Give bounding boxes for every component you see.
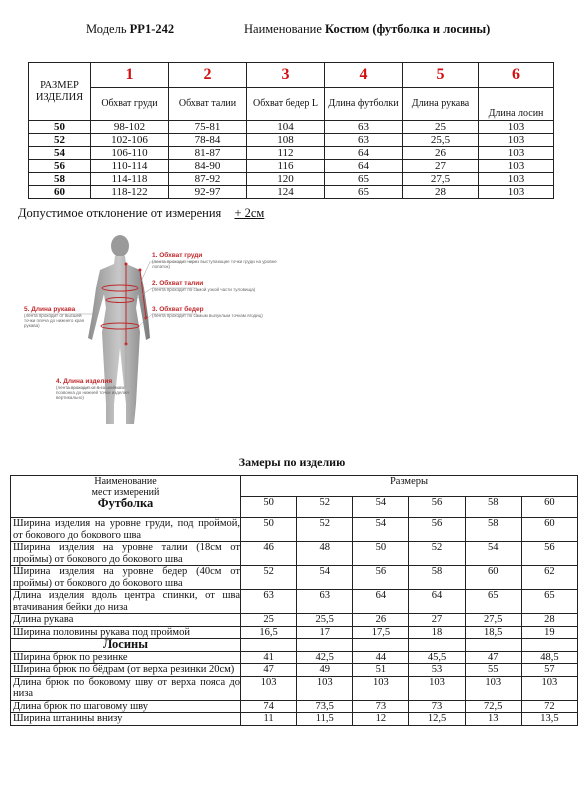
measurement-value: 54 xyxy=(465,542,521,566)
size-header-cell: 52 xyxy=(297,497,353,518)
measurement-value: 48 xyxy=(297,542,353,566)
measure-cell: 64 xyxy=(325,147,403,160)
measure-cell: 114-118 xyxy=(91,173,169,186)
size-label-line2: ИЗДЕЛИЯ xyxy=(35,91,84,103)
size-header-cell: 56 xyxy=(409,497,465,518)
measurement-value: 63 xyxy=(297,590,353,614)
measurement-label: Длина изделия вдоль центра спинки, от шва втачивания бейки до низа xyxy=(11,590,241,614)
size-row xyxy=(29,121,554,134)
column-number: 4 xyxy=(325,63,403,88)
measurement-name-header-line1: Наименование xyxy=(94,476,157,487)
column-label: Длина футболки xyxy=(325,88,403,121)
figure-label-hips xyxy=(152,306,282,318)
tolerance-value: + 2см xyxy=(234,206,265,220)
measurement-label: Ширина брюк по бёдрам (от верха резинки 20см) xyxy=(11,664,241,677)
measurement-value: 13,5 xyxy=(521,713,577,726)
column-label: Обхват груди xyxy=(91,88,169,121)
measure-cell: 103 xyxy=(479,121,554,134)
measure-cell: 87-92 xyxy=(169,173,247,186)
measure-cell: 81-87 xyxy=(169,147,247,160)
figure-label-title: 5. Длина рукава xyxy=(24,306,76,313)
empty-cell xyxy=(297,639,353,652)
size-chart-table xyxy=(28,62,554,199)
measure-cell: 26 xyxy=(403,147,479,160)
measurement-value: 17,5 xyxy=(353,626,409,639)
figure-label-note: (лента проходит по самым выпуклым точкам ягодиц) xyxy=(152,313,263,318)
measure-cell: 65 xyxy=(325,173,403,186)
size-cell: 54 xyxy=(29,147,91,160)
measurement-row xyxy=(11,664,578,677)
figure-label-title: 4. Длина изделия xyxy=(56,378,113,385)
measurement-value: 54 xyxy=(297,566,353,590)
measurement-value: 25,5 xyxy=(297,614,353,627)
measurement-value: 27,5 xyxy=(465,614,521,627)
measurement-label: Ширина изделия на уровне груди, под проймой, от бокового до бокового шва xyxy=(11,518,241,542)
measurement-value: 17 xyxy=(297,626,353,639)
measurement-value: 25 xyxy=(241,614,297,627)
measurement-value: 54 xyxy=(353,518,409,542)
size-header-cell: 58 xyxy=(465,497,521,518)
column-label: Обхват бедер L xyxy=(247,88,325,121)
figure-label-waist xyxy=(152,280,282,292)
sizes-header: Размеры xyxy=(241,476,578,497)
measurement-value: 55 xyxy=(465,664,521,677)
measure-cell: 124 xyxy=(247,186,325,199)
measure-cell: 75-81 xyxy=(169,121,247,134)
measurement-label: Ширина брюк по резинке xyxy=(11,651,241,664)
measurement-value: 58 xyxy=(465,518,521,542)
column-number: 2 xyxy=(169,63,247,88)
measurement-value: 16,5 xyxy=(241,626,297,639)
measurement-value: 12 xyxy=(353,713,409,726)
measurement-value: 73 xyxy=(353,700,409,713)
measurement-value: 103 xyxy=(353,676,409,700)
measurement-value: 103 xyxy=(241,676,297,700)
measurement-value: 72 xyxy=(521,700,577,713)
measure-cell: 108 xyxy=(247,134,325,147)
column-label: Длина рукава xyxy=(403,88,479,121)
measurement-value: 103 xyxy=(465,676,521,700)
measurement-value: 74 xyxy=(241,700,297,713)
measure-cell: 102-106 xyxy=(91,134,169,147)
measurement-row xyxy=(11,626,578,639)
measurement-value: 48,5 xyxy=(521,651,577,664)
measurement-value: 56 xyxy=(521,542,577,566)
measurement-value: 50 xyxy=(241,518,297,542)
column-label: Обхват талии xyxy=(169,88,247,121)
measure-cell: 106-110 xyxy=(91,147,169,160)
size-cell: 56 xyxy=(29,160,91,173)
measurement-value: 63 xyxy=(241,590,297,614)
figure-label-title: 1. Обхват груди xyxy=(152,252,203,259)
measurement-value: 19 xyxy=(521,626,577,639)
measure-cell: 103 xyxy=(479,173,554,186)
model-header xyxy=(86,22,174,37)
figure-label-note: (лента проходит через выступающие точки груди на уровне лопаток) xyxy=(152,259,277,269)
measurement-row xyxy=(11,518,578,542)
measurement-label: Длина брюк по боковому шву от верха пояса до низа xyxy=(11,676,241,700)
measurement-value: 60 xyxy=(465,566,521,590)
measurement-value: 56 xyxy=(409,518,465,542)
measure-cell: 78-84 xyxy=(169,134,247,147)
empty-cell xyxy=(521,639,577,652)
empty-cell xyxy=(409,639,465,652)
measure-cell: 27 xyxy=(403,160,479,173)
measurement-value: 45,5 xyxy=(409,651,465,664)
measurement-value: 27 xyxy=(409,614,465,627)
measurement-value: 41 xyxy=(241,651,297,664)
column-number: 3 xyxy=(247,63,325,88)
measure-cell: 104 xyxy=(247,121,325,134)
measurement-figure xyxy=(22,228,282,428)
measure-cell: 103 xyxy=(479,160,554,173)
measure-cell: 112 xyxy=(247,147,325,160)
tolerance-text: Допустимое отклонение от измерения xyxy=(18,206,222,220)
figure-label-title: 3. Обхват бедер xyxy=(152,306,204,313)
model-code: PP1-242 xyxy=(129,22,175,36)
measurement-row xyxy=(11,713,578,726)
measurement-name-header-line2: мест измерений xyxy=(91,487,160,498)
section-title-tshirt: Футболка xyxy=(97,496,154,510)
column-label: Длина лосин xyxy=(479,88,554,121)
empty-cell xyxy=(241,639,297,652)
measurement-value: 12,5 xyxy=(409,713,465,726)
name-prefix: Наименование xyxy=(244,22,322,36)
figure-label-note: (лента проходит от высшей точки плеча до нижнего края рукава) xyxy=(24,313,85,328)
measure-cell: 27,5 xyxy=(403,173,479,186)
measurement-value: 53 xyxy=(409,664,465,677)
measurement-value: 60 xyxy=(521,518,577,542)
measure-cell: 120 xyxy=(247,173,325,186)
size-header-cell: 50 xyxy=(241,497,297,518)
measurement-value: 18,5 xyxy=(465,626,521,639)
measurement-value: 72,5 xyxy=(465,700,521,713)
tolerance-note xyxy=(18,206,264,221)
measure-cell: 63 xyxy=(325,134,403,147)
measurement-row xyxy=(11,566,578,590)
measure-cell: 25,5 xyxy=(403,134,479,147)
measurement-value: 58 xyxy=(409,566,465,590)
measure-cell: 110-114 xyxy=(91,160,169,173)
product-name-header xyxy=(244,22,490,37)
size-cell: 60 xyxy=(29,186,91,199)
measure-cell: 64 xyxy=(325,160,403,173)
size-header-cell: 54 xyxy=(353,497,409,518)
measurement-value: 57 xyxy=(521,664,577,677)
measure-cell: 25 xyxy=(403,121,479,134)
measurement-value: 50 xyxy=(353,542,409,566)
measurement-value: 47 xyxy=(241,664,297,677)
size-row xyxy=(29,134,554,147)
measurement-value: 13 xyxy=(465,713,521,726)
empty-cell xyxy=(353,639,409,652)
product-name: Костюм (футболка и лосины) xyxy=(325,22,491,36)
measurement-value: 44 xyxy=(353,651,409,664)
figure-label-chest xyxy=(152,252,282,269)
size-row xyxy=(29,160,554,173)
measure-cell: 103 xyxy=(479,186,554,199)
product-measurements-title: Замеры по изделию xyxy=(238,455,346,469)
measurement-label: Ширина изделия на уровне бедер (40см от проймы) от бокового до бокового шва xyxy=(11,566,241,590)
measurement-row xyxy=(11,700,578,713)
measurement-value: 103 xyxy=(297,676,353,700)
measure-cell: 92-97 xyxy=(169,186,247,199)
measure-cell: 65 xyxy=(325,186,403,199)
measurement-row xyxy=(11,590,578,614)
figure-label-note: (лента проходит от 6-го шейного позвонка до нижней точки изделия вертикально) xyxy=(56,385,129,400)
size-cell: 58 xyxy=(29,173,91,186)
measurement-row xyxy=(11,614,578,627)
figure-label-sleeve xyxy=(24,306,94,328)
measurement-value: 73 xyxy=(409,700,465,713)
measure-cell: 84-90 xyxy=(169,160,247,173)
size-row xyxy=(29,173,554,186)
measure-cell: 116 xyxy=(247,160,325,173)
measurement-value: 11 xyxy=(241,713,297,726)
measurement-value: 65 xyxy=(521,590,577,614)
measurement-label: Ширина половины рукава под проймой xyxy=(11,626,241,639)
measure-cell: 103 xyxy=(479,147,554,160)
measurement-row xyxy=(11,542,578,566)
column-number: 6 xyxy=(479,63,554,88)
column-number: 1 xyxy=(91,63,169,88)
figure-label-note: (лента проходит по самой узкой части туловища) xyxy=(152,287,256,292)
model-prefix: Модель xyxy=(86,22,127,36)
measure-cell: 103 xyxy=(479,134,554,147)
measurement-value: 56 xyxy=(353,566,409,590)
measurement-label: Ширина штанины внизу xyxy=(11,713,241,726)
measurement-value: 64 xyxy=(353,590,409,614)
measurement-value: 42,5 xyxy=(297,651,353,664)
measurement-value: 18 xyxy=(409,626,465,639)
measurement-value: 47 xyxy=(465,651,521,664)
size-row xyxy=(29,186,554,199)
measure-cell: 28 xyxy=(403,186,479,199)
measurement-value: 65 xyxy=(465,590,521,614)
measurement-name-header xyxy=(11,476,241,518)
measurement-value: 26 xyxy=(353,614,409,627)
measurement-value: 28 xyxy=(521,614,577,627)
measure-cell: 98-102 xyxy=(91,121,169,134)
empty-cell xyxy=(465,639,521,652)
measurement-value: 64 xyxy=(409,590,465,614)
measurement-value: 46 xyxy=(241,542,297,566)
figure-label-length xyxy=(56,378,136,400)
size-column-header xyxy=(29,63,91,121)
measurement-value: 62 xyxy=(521,566,577,590)
measurement-value: 11,5 xyxy=(297,713,353,726)
measurement-value: 52 xyxy=(409,542,465,566)
measurement-value: 52 xyxy=(241,566,297,590)
measurement-row xyxy=(11,676,578,700)
measurement-label: Длина брюк по шаговому шву xyxy=(11,700,241,713)
size-header-cell: 60 xyxy=(521,497,577,518)
measurement-value: 52 xyxy=(297,518,353,542)
measurement-label: Ширина изделия на уровне талии (18см от проймы) от бокового до бокового шва xyxy=(11,542,241,566)
measurement-row xyxy=(11,651,578,664)
column-number: 5 xyxy=(403,63,479,88)
product-measurements-table xyxy=(10,475,578,726)
figure-label-title: 2. Обхват талии xyxy=(152,280,204,287)
measurement-value: 103 xyxy=(521,676,577,700)
measurement-value: 73,5 xyxy=(297,700,353,713)
size-cell: 50 xyxy=(29,121,91,134)
measurement-value: 103 xyxy=(409,676,465,700)
measurement-value: 49 xyxy=(297,664,353,677)
size-label-line1: РАЗМЕР xyxy=(40,79,79,91)
size-cell: 52 xyxy=(29,134,91,147)
measure-cell: 118-122 xyxy=(91,186,169,199)
measurement-value: 51 xyxy=(353,664,409,677)
section-row xyxy=(11,639,578,652)
measurement-label: Длина рукава xyxy=(11,614,241,627)
measure-cell: 63 xyxy=(325,121,403,134)
section-title-leggings: Лосины xyxy=(11,639,241,652)
size-row xyxy=(29,147,554,160)
